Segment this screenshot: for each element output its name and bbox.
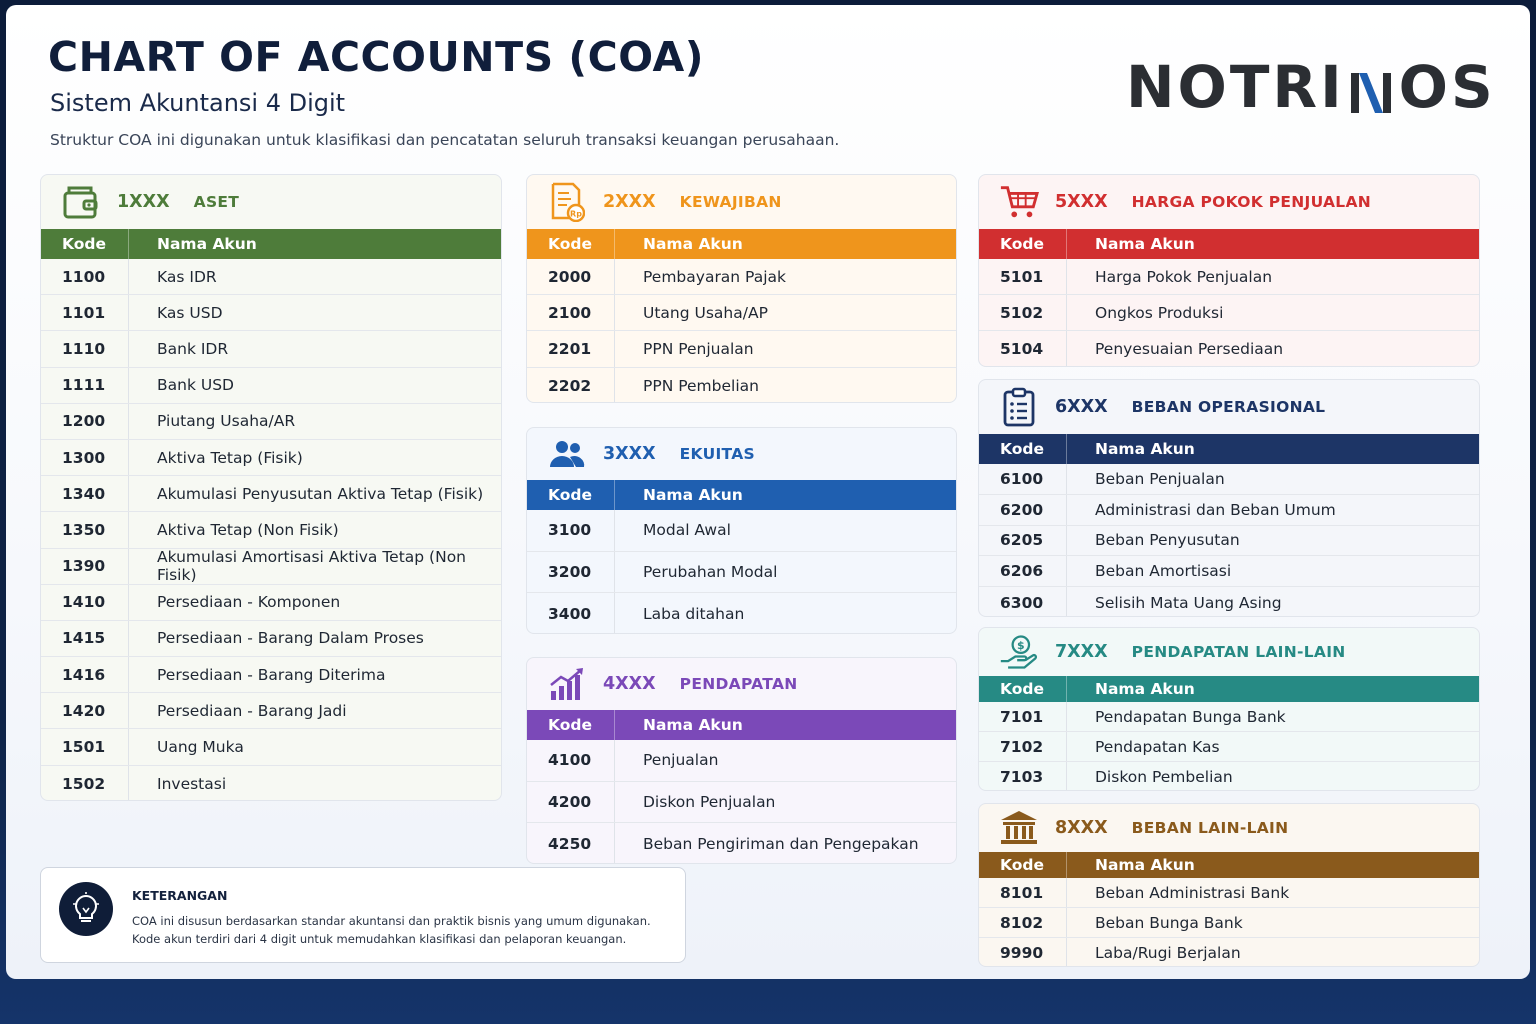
account-name: Aktiva Tetap (Fisik): [157, 448, 303, 467]
account-code: 5104: [979, 331, 1067, 367]
account-name: Kas IDR: [157, 267, 217, 286]
account-code: 6300: [979, 587, 1067, 617]
coa-card-pendapatan-lain: [978, 627, 1480, 791]
table-row: [41, 549, 501, 585]
table-header: [979, 676, 1479, 702]
svg-text:Rp: Rp: [570, 209, 582, 219]
header-code: Kode: [41, 229, 129, 259]
table-row: [979, 878, 1479, 908]
table-row: [527, 740, 956, 782]
account-code: 2201: [527, 331, 615, 366]
header-code: Kode: [979, 434, 1067, 464]
account-code: 1415: [41, 621, 129, 656]
account-name: Kas USD: [157, 303, 223, 322]
section-name: PENDAPATAN LAIN-LAIN: [1131, 643, 1346, 661]
account-code: 1200: [41, 404, 129, 439]
account-name: Selisih Mata Uang Asing: [1095, 593, 1282, 612]
account-code: 2000: [527, 259, 615, 294]
table-row: [527, 259, 956, 295]
logo-text-right: OS: [1398, 53, 1496, 121]
account-name: PPN Penjualan: [643, 339, 754, 358]
coa-card-hpp: [978, 174, 1480, 367]
table-row: [527, 823, 956, 864]
note-line-2: Kode akun terdiri dari 4 digit untuk memudahkan klasifikasi dan pelaporan keuangan.: [132, 932, 627, 946]
table-row: [41, 440, 501, 476]
coa-card-pendapatan: [526, 657, 957, 864]
table-row: [979, 732, 1479, 762]
users-icon: [547, 434, 587, 474]
table-header: [979, 434, 1479, 464]
account-name: Penjualan: [643, 751, 719, 770]
account-code: 1100: [41, 259, 129, 294]
coa-card-beban-lain: [978, 803, 1480, 967]
table-row: [527, 552, 956, 594]
account-code: 8102: [979, 908, 1067, 937]
account-code: 1410: [41, 585, 129, 620]
account-code: 8101: [979, 878, 1067, 907]
account-code: 6205: [979, 526, 1067, 556]
account-code: 5102: [979, 295, 1067, 330]
card-header: [979, 804, 1479, 852]
account-code: 3400: [527, 593, 615, 634]
coa-card-aset: [40, 174, 502, 801]
account-code: 1416: [41, 657, 129, 692]
account-name: PPN Pembelian: [643, 376, 759, 395]
header-code: Kode: [979, 676, 1067, 702]
keterangan-note: [40, 867, 686, 963]
account-name: Laba/Rugi Berjalan: [1095, 944, 1241, 962]
coa-page: [6, 5, 1530, 979]
page-description: Struktur COA ini digunakan untuk klasifikasi dan pencatatan seluruh transaksi keuangan perusahaan.: [50, 131, 840, 149]
account-name: Beban Administrasi Bank: [1095, 883, 1290, 902]
account-name: Bank USD: [157, 376, 234, 395]
table-row: [979, 331, 1479, 367]
table-header: [41, 229, 501, 259]
section-code: 7XXX: [1055, 642, 1108, 662]
svg-text:$: $: [1017, 638, 1025, 652]
account-code: 9990: [979, 938, 1067, 967]
account-name: Persediaan - Komponen: [157, 593, 341, 612]
account-name: Administrasi dan Beban Umum: [1095, 500, 1336, 519]
account-code: 4200: [527, 782, 615, 823]
table-header: [979, 229, 1479, 259]
header-code: Kode: [979, 852, 1067, 878]
invoice-icon: [547, 182, 587, 222]
account-code: 2202: [527, 368, 615, 403]
table-row: [979, 495, 1479, 526]
header-code: Kode: [527, 710, 615, 740]
growth-chart-icon: [547, 664, 587, 704]
account-name: Uang Muka: [157, 738, 244, 757]
account-name: Pendapatan Kas: [1095, 737, 1220, 756]
logo-text-left: NOTRI: [1126, 53, 1345, 121]
table-row: [527, 510, 956, 552]
card-header: [41, 175, 501, 229]
table-row: [527, 295, 956, 331]
table-row: [979, 702, 1479, 732]
table-row: [979, 295, 1479, 331]
section-code: 8XXX: [1055, 818, 1108, 838]
card-header: [979, 628, 1479, 676]
table-row: [527, 331, 956, 367]
account-name: Utang Usaha/AP: [643, 303, 768, 322]
section-code: 2XXX: [603, 192, 656, 212]
account-code: 4250: [527, 823, 615, 864]
section-code: 4XXX: [603, 674, 656, 694]
coa-card-kewajiban: [526, 174, 957, 403]
account-name: Beban Penyusutan: [1095, 531, 1240, 550]
page-subtitle: Sistem Akuntansi 4 Digit: [50, 89, 346, 117]
section-name: EKUITAS: [679, 445, 755, 463]
section-name: PENDAPATAN: [679, 675, 798, 693]
table-row: [41, 693, 501, 729]
account-code: 1340: [41, 476, 129, 511]
section-name: HARGA POKOK PENJUALAN: [1131, 193, 1372, 211]
account-name: Aktiva Tetap (Non Fisik): [157, 520, 339, 539]
table-row: [979, 938, 1479, 967]
table-header: [527, 480, 956, 510]
table-row: [527, 782, 956, 824]
table-row: [979, 908, 1479, 938]
header-code: Kode: [527, 480, 615, 510]
table-row: [527, 368, 956, 403]
account-name: Harga Pokok Penjualan: [1095, 267, 1273, 286]
account-code: 1501: [41, 729, 129, 764]
cart-icon: [999, 182, 1039, 222]
table-row: [979, 526, 1479, 557]
account-code: 1111: [41, 368, 129, 403]
table-header: [527, 229, 956, 259]
account-code: 7103: [979, 762, 1067, 791]
account-code: 1350: [41, 512, 129, 547]
coa-card-ekuitas: [526, 427, 957, 634]
table-row: [41, 331, 501, 367]
section-name: BEBAN OPERASIONAL: [1131, 398, 1326, 416]
wallet-icon: [61, 182, 101, 222]
table-row: [41, 585, 501, 621]
table-row: [41, 368, 501, 404]
account-code: 2100: [527, 295, 615, 330]
header-account-name: Nama Akun: [1095, 680, 1195, 698]
table-header: [527, 710, 956, 740]
account-code: 4100: [527, 740, 615, 781]
account-code: 6100: [979, 464, 1067, 494]
table-row: [979, 556, 1479, 587]
table-row: [979, 587, 1479, 617]
account-name: Pendapatan Bunga Bank: [1095, 707, 1286, 726]
table-row: [41, 476, 501, 512]
table-row: [41, 657, 501, 693]
header-account-name: Nama Akun: [157, 235, 257, 253]
table-row: [41, 766, 501, 801]
account-name: Pembayaran Pajak: [643, 267, 786, 286]
header-account-name: Nama Akun: [643, 235, 743, 253]
card-header: [527, 175, 956, 229]
account-code: 5101: [979, 259, 1067, 294]
page-title: CHART OF ACCOUNTS (COA): [48, 33, 704, 81]
account-name: Diskon Penjualan: [643, 792, 776, 811]
clipboard-icon: [999, 387, 1039, 427]
account-name: Persediaan - Barang Jadi: [157, 701, 347, 720]
section-name: KEWAJIBAN: [679, 193, 782, 211]
notrinos-logo: [1126, 53, 1496, 121]
account-name: Persediaan - Barang Diterima: [157, 665, 386, 684]
table-header: [979, 852, 1479, 878]
account-code: 1110: [41, 331, 129, 366]
note-line-1: COA ini disusun berdasarkan standar akuntansi dan praktik bisnis yang umum digunakan.: [132, 914, 651, 928]
section-code: 1XXX: [117, 192, 170, 212]
account-name: Modal Awal: [643, 521, 731, 540]
account-name: Beban Penjualan: [1095, 469, 1225, 488]
account-code: 7102: [979, 732, 1067, 761]
header-account-name: Nama Akun: [643, 716, 743, 734]
table-row: [41, 404, 501, 440]
note-title: KETERANGAN: [132, 888, 228, 903]
account-name: Perubahan Modal: [643, 562, 778, 581]
section-code: 3XXX: [603, 444, 656, 464]
account-code: 1101: [41, 295, 129, 330]
account-code: 3100: [527, 510, 615, 551]
table-row: [527, 593, 956, 634]
section-name: BEBAN LAIN-LAIN: [1131, 819, 1289, 837]
header-account-name: Nama Akun: [643, 486, 743, 504]
coa-card-beban-operasional: [978, 379, 1480, 617]
section-name: ASET: [193, 193, 240, 211]
account-name: Piutang Usaha/AR: [157, 412, 296, 431]
header-code: Kode: [527, 229, 615, 259]
table-row: [41, 259, 501, 295]
lightbulb-icon: [59, 882, 113, 936]
account-name: Investasi: [157, 774, 227, 793]
card-header: [979, 175, 1479, 229]
card-header: [527, 658, 956, 710]
account-name: Beban Bunga Bank: [1095, 913, 1243, 932]
account-name: Bank IDR: [157, 339, 229, 358]
card-header: [527, 428, 956, 480]
section-code: 5XXX: [1055, 192, 1108, 212]
table-row: [979, 762, 1479, 791]
account-name: Laba ditahan: [643, 604, 745, 623]
header-account-name: Nama Akun: [1095, 856, 1195, 874]
account-code: 6200: [979, 495, 1067, 525]
account-name: Akumulasi Penyusutan Aktiva Tetap (Fisik): [157, 484, 484, 503]
account-name: Penyesuaian Persediaan: [1095, 340, 1284, 359]
table-row: [41, 621, 501, 657]
table-row: [41, 295, 501, 331]
account-code: 1420: [41, 693, 129, 728]
money-hand-icon: [999, 632, 1039, 672]
header-account-name: Nama Akun: [1095, 235, 1195, 253]
table-row: [41, 512, 501, 548]
header-code: Kode: [979, 229, 1067, 259]
account-code: 1502: [41, 766, 129, 801]
card-header: [979, 380, 1479, 434]
account-code: 7101: [979, 702, 1067, 731]
account-name: Persediaan - Barang Dalam Proses: [157, 629, 424, 648]
table-row: [979, 464, 1479, 495]
table-row: [41, 729, 501, 765]
account-name: Akumulasi Amortisasi Aktiva Tetap (Non Fisik): [157, 548, 467, 585]
logo-n-mark: [1349, 63, 1393, 111]
account-code: 1390: [41, 549, 129, 584]
header-account-name: Nama Akun: [1095, 440, 1195, 458]
bank-icon: [999, 808, 1039, 848]
account-name: Diskon Pembelian: [1095, 768, 1233, 786]
account-name: Beban Amortisasi: [1095, 562, 1232, 581]
account-code: 6206: [979, 556, 1067, 586]
account-name: Beban Pengiriman dan Pengepakan: [643, 834, 919, 853]
account-name: Ongkos Produksi: [1095, 303, 1224, 322]
section-code: 6XXX: [1055, 397, 1108, 417]
table-row: [979, 259, 1479, 295]
account-code: 1300: [41, 440, 129, 475]
account-code: 3200: [527, 552, 615, 593]
